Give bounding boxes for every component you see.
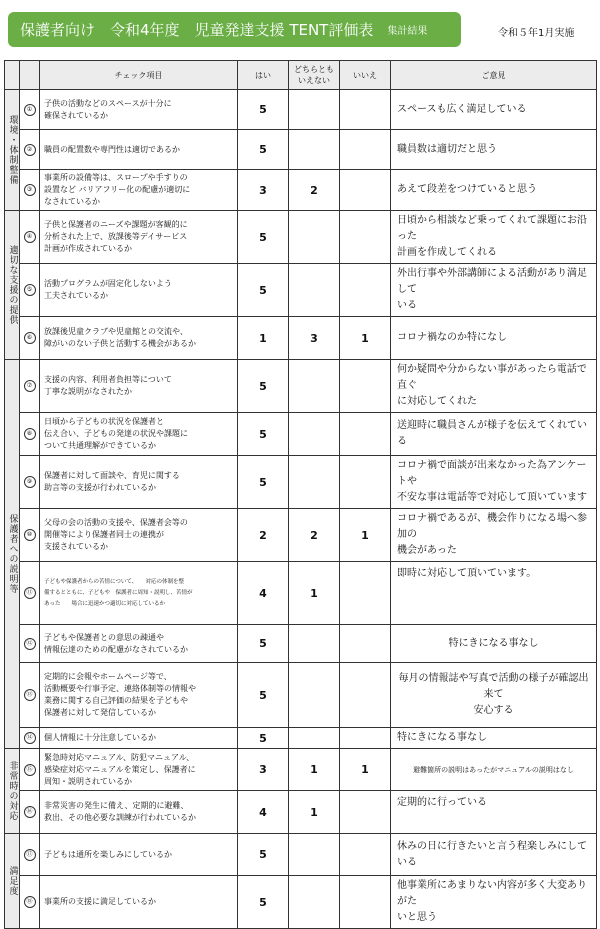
opinion: 他事業所にあまりない内容が多く大変ありがた いと思う (391, 876, 597, 929)
table-header-row (5, 61, 597, 90)
count-yes: 5 (238, 360, 289, 413)
count-yes: 2 (238, 509, 289, 562)
category-support: 適切な支援の提供 (5, 211, 20, 360)
count-yes: 5 (238, 211, 289, 264)
check-item: 緊急時対応マニュアル、防犯マニュアル、 感染症対応マニュアルを策定し、保護者に 周知・説明されているか (40, 749, 238, 791)
row-number: ⑪ (24, 587, 36, 599)
count-no (340, 791, 391, 834)
row-number-cell (20, 264, 40, 317)
row-number: ⑭ (24, 732, 36, 744)
count-yes: 3 (238, 749, 289, 791)
row-number-cell (20, 791, 40, 834)
check-item: 定期的に会報やホームページ等で、 活動概要や行事予定、連絡体制等の情報や 業務に関する自己評価の結果を子どもや 保護者に対して発信しているか (40, 663, 238, 728)
row-number: ⑯ (24, 806, 36, 818)
row-number-cell (20, 90, 40, 130)
check-item: 父母の会の活動の支援や、保護者会等の 開催等により保護者同士の連携が 支援されているか (40, 509, 238, 562)
table-row (5, 749, 597, 791)
row-number-cell (20, 130, 40, 170)
count-no (340, 90, 391, 130)
table-row (5, 90, 597, 130)
table-row (5, 728, 597, 749)
opinion: 即時に対応して頂いています。 (391, 562, 597, 625)
title-banner (8, 12, 461, 47)
count-no: 1 (340, 749, 391, 791)
count-yes: 5 (238, 90, 289, 130)
count-neutral: 1 (289, 749, 340, 791)
count-yes: 5 (238, 876, 289, 929)
count-yes: 3 (238, 170, 289, 211)
opinion: 特にきになる事なし (391, 728, 597, 749)
check-item: 日頃から子どもの状況を保護者と 伝え合い、子どもの発達の状況や課題に ついて共通理解ができているか (40, 413, 238, 456)
table-row (5, 509, 597, 562)
check-item: 子供の活動などのスペースが十分に 確保されているか (40, 90, 238, 130)
count-no: 1 (340, 509, 391, 562)
row-number: ⑧ (24, 428, 36, 440)
opinion: 何か疑問や分からない事があったら電話で直ぐ に対応してくれた (391, 360, 597, 413)
opinion: 毎月の情報誌や写真で活動の様子が確認出来て 安心する (391, 663, 597, 728)
count-yes: 5 (238, 625, 289, 663)
row-number: ④ (24, 231, 36, 243)
table-row (5, 264, 597, 317)
check-item: 保護者に対して面談や、育児に関する 助言等の支援が行われているか (40, 456, 238, 509)
row-number-cell (20, 360, 40, 413)
row-number-cell (20, 728, 40, 749)
document-title: 保護者向け 令和4年度 児童発達支援 TENT評価表 (20, 21, 374, 39)
count-yes: 4 (238, 791, 289, 834)
opinion: 定期的に行っている (391, 791, 597, 834)
table-row (5, 456, 597, 509)
header-num-cell (20, 61, 40, 90)
count-neutral (289, 360, 340, 413)
count-neutral: 1 (289, 791, 340, 834)
opinion: 特にきになる事なし (391, 625, 597, 663)
count-yes: 5 (238, 264, 289, 317)
check-item: 支援の内容、利用者負担等について 丁寧な説明がなされたか (40, 360, 238, 413)
count-neutral (289, 130, 340, 170)
header-check-item: チェック項目 (40, 61, 238, 90)
count-yes: 1 (238, 317, 289, 360)
opinion: 送迎時に職員さんが様子を伝えてくれている (391, 413, 597, 456)
row-number-cell (20, 456, 40, 509)
table-row (5, 413, 597, 456)
check-item: 事業所の支援に満足しているか (40, 876, 238, 929)
header-yes: はい (238, 61, 289, 90)
row-number: ⑰ (24, 849, 36, 861)
check-item: 子供と保護者のニーズや課題が客観的に 分析された上で、放課後等デイサービス 計画が作成されているか (40, 211, 238, 264)
opinion: あえて段差をつけていると思う (391, 170, 597, 211)
check-item: 子どもや保護者との意思の疎通や 情報伝達のための配慮がなされているか (40, 625, 238, 663)
check-item: 職員の配置数や専門性は適切であるか (40, 130, 238, 170)
count-neutral: 1 (289, 562, 340, 625)
count-yes: 4 (238, 562, 289, 625)
row-number-cell (20, 509, 40, 562)
opinion: 日頃から相談など乗ってくれて課題にお沿った 計画を作成してくれる (391, 211, 597, 264)
count-neutral: 2 (289, 509, 340, 562)
row-number: ① (24, 104, 36, 116)
count-neutral (289, 413, 340, 456)
count-neutral (289, 728, 340, 749)
count-no (340, 130, 391, 170)
count-no (340, 728, 391, 749)
table-row (5, 317, 597, 360)
row-number: ⑦ (24, 380, 36, 392)
count-no (340, 834, 391, 876)
count-yes: 5 (238, 663, 289, 728)
count-neutral (289, 625, 340, 663)
count-no: 1 (340, 317, 391, 360)
count-yes: 5 (238, 834, 289, 876)
count-neutral: 3 (289, 317, 340, 360)
table-row (5, 876, 597, 929)
row-number-cell (20, 834, 40, 876)
table-row (5, 834, 597, 876)
count-no (340, 562, 391, 625)
check-item: 活動プログラムが固定化しないよう 工夫されているか (40, 264, 238, 317)
count-no (340, 663, 391, 728)
count-yes: 5 (238, 728, 289, 749)
opinion: 避難箇所の説明はあったがマニュアルの説明はなし (391, 749, 597, 791)
count-yes: 5 (238, 130, 289, 170)
row-number-cell (20, 562, 40, 625)
row-number: ⑩ (24, 529, 36, 541)
header-blank-cell (5, 61, 20, 90)
row-number-cell (20, 413, 40, 456)
row-number-cell (20, 170, 40, 211)
count-yes: 5 (238, 413, 289, 456)
table-row (5, 360, 597, 413)
count-neutral (289, 834, 340, 876)
count-neutral (289, 663, 340, 728)
opinion: コロナ禍なのか特になし (391, 317, 597, 360)
table-row (5, 663, 597, 728)
count-no (340, 360, 391, 413)
row-number: ⑬ (24, 689, 36, 701)
opinion: 休みの日に行きたいと言う程楽しみにしている (391, 834, 597, 876)
evaluation-table (4, 60, 597, 929)
check-item: 非常災害の発生に備え、定期的に避難、 救出、その他必要な訓練が行われているか (40, 791, 238, 834)
row-number-cell (20, 749, 40, 791)
row-number-cell (20, 317, 40, 360)
category-explanation: 保護者への説明等 (5, 360, 20, 749)
table-row (5, 170, 597, 211)
count-neutral (289, 90, 340, 130)
category-environment: 環境・体制整備 (5, 90, 20, 211)
document-subtitle: 集計結果 (387, 26, 428, 37)
opinion: コロナ禍で面談が出来なかった為アンケートや 不安な事は電話等で対応して頂いています (391, 456, 597, 509)
count-neutral (289, 876, 340, 929)
check-item: 放課後児童クラブや児童館との交流や、 障がいのない子供と活動する機会があるか (40, 317, 238, 360)
count-no (340, 211, 391, 264)
table-row (5, 562, 597, 625)
row-number: ⑮ (24, 764, 36, 776)
count-no (340, 170, 391, 211)
category-emergency: 非常時の対応 (5, 749, 20, 834)
header-opinion: ご意見 (391, 61, 597, 90)
row-number: ⑥ (24, 332, 36, 344)
opinion: 職員数は適切だと思う (391, 130, 597, 170)
check-item: 個人情報に十分注意しているか (40, 728, 238, 749)
count-neutral (289, 264, 340, 317)
row-number: ⑤ (24, 284, 36, 296)
category-satisfaction: 満足度 (5, 834, 20, 929)
table-row (5, 130, 597, 170)
opinion: 外出行事や外部講師による活動があり満足して いる (391, 264, 597, 317)
row-number: ⑫ (24, 638, 36, 650)
count-no (340, 413, 391, 456)
row-number: ② (24, 144, 36, 156)
check-item: 子どもは通所を楽しみにしているか (40, 834, 238, 876)
row-number: ⑨ (24, 476, 36, 488)
count-neutral (289, 456, 340, 509)
check-item: 事業所の設備等は、スロープや手すりの 設置など バリアフリー化の配慮が適切に なされているか (40, 170, 238, 211)
count-no (340, 625, 391, 663)
survey-date: 令和５年1月実施 (498, 28, 575, 39)
table-row (5, 211, 597, 264)
row-number-cell (20, 663, 40, 728)
count-neutral (289, 211, 340, 264)
opinion: スペースも広く満足している (391, 90, 597, 130)
check-item: 子どもや保護者からの苦情について、 対応の体制を整 備するとともに、子どもや 保護者に周知・説明し、苦情が あった 場合に迅速かつ適切に対応しているか (40, 562, 238, 625)
row-number: ③ (24, 184, 36, 196)
row-number-cell (20, 211, 40, 264)
table-row (5, 791, 597, 834)
row-number: ⑱ (24, 896, 36, 908)
header-neutral: どちらとも いえない (289, 61, 340, 90)
count-no (340, 876, 391, 929)
count-no (340, 456, 391, 509)
row-number-cell (20, 876, 40, 929)
table-row (5, 625, 597, 663)
row-number-cell (20, 625, 40, 663)
opinion: コロナ禍であるが、機会作りになる場へ参加の 機会があった (391, 509, 597, 562)
count-yes: 5 (238, 456, 289, 509)
count-neutral: 2 (289, 170, 340, 211)
header-no: いいえ (340, 61, 391, 90)
count-no (340, 264, 391, 317)
